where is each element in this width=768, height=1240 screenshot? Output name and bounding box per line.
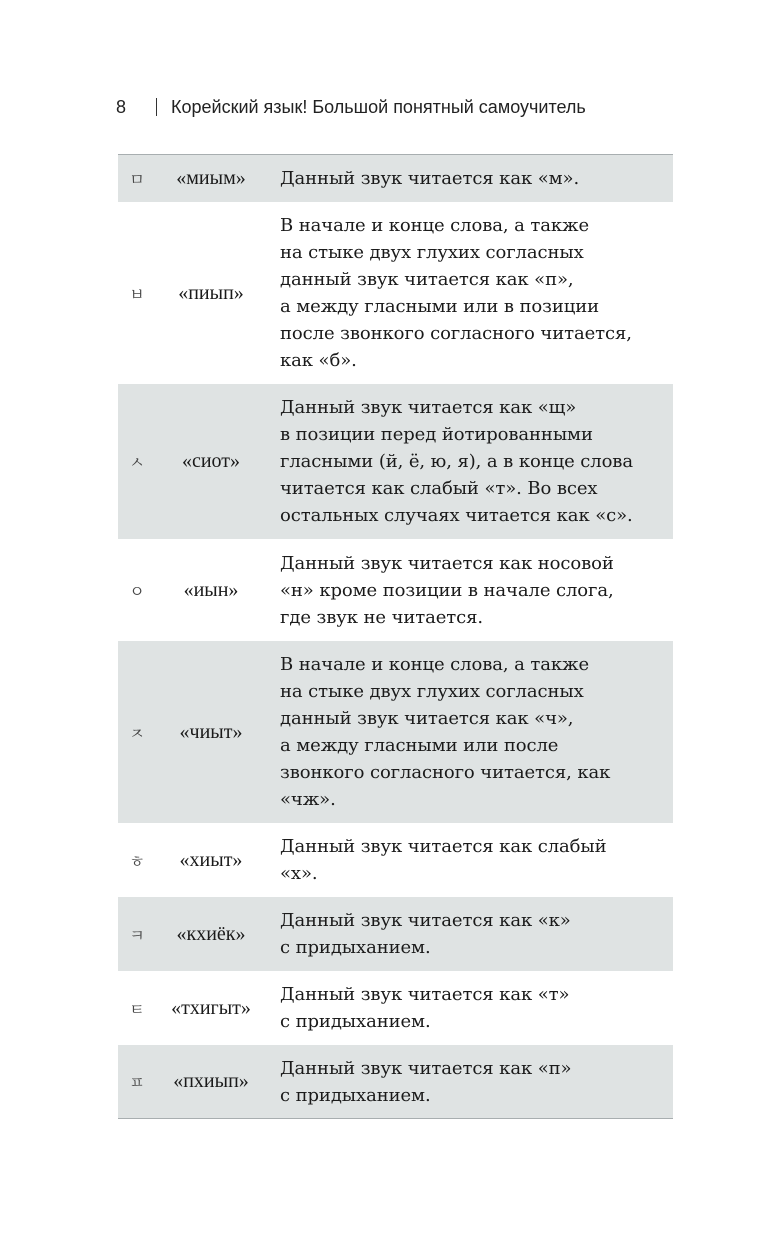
pronunciation-description: Данный звук читается как «щ» в позиции перед йотированными гласными (й, ё, ю, я), а в конце слова читается как слабый «т». Во всех остальных случаях читается как «с». bbox=[280, 397, 633, 526]
pronunciation-description: Данный звук читается как носовой «н» кроме позиции в начале слога, где звук не читается. bbox=[280, 552, 614, 628]
letter-name: «пхиып» bbox=[173, 1070, 249, 1092]
table-row bbox=[118, 1045, 673, 1118]
table-row bbox=[118, 823, 673, 897]
table-row bbox=[118, 539, 673, 641]
page-number: 8 bbox=[116, 96, 127, 117]
hangul-letter: ㅅ bbox=[129, 453, 145, 472]
letter-name: «кхиёк» bbox=[176, 922, 246, 945]
book-title: Корейский язык! Большой понятный самоучитель bbox=[171, 96, 586, 117]
hangul-letter: ㅁ bbox=[129, 170, 145, 189]
pronunciation-description: Данный звук читается как «п» с придыханием. bbox=[280, 1057, 572, 1106]
letter-name: «сиот» bbox=[181, 450, 241, 472]
hangul-letter: ㅋ bbox=[129, 925, 145, 945]
table-row bbox=[118, 897, 673, 971]
pronunciation-description: В начале и конце слова, а также на стыке двух глухих согласных данный звук читается как «ч», а между гласными или после звонкого согласного читается, как «чж». bbox=[280, 654, 611, 810]
hangul-letter: ㅍ bbox=[129, 1073, 145, 1092]
hangul-letter: ㅌ bbox=[129, 999, 145, 1019]
hangul-letter: ㅂ bbox=[129, 284, 145, 304]
pronunciation-description: Данный звук читается как «м». bbox=[280, 168, 580, 189]
table-row bbox=[118, 641, 673, 823]
table-row bbox=[118, 384, 673, 539]
letter-name: «пиып» bbox=[178, 281, 244, 304]
table-row bbox=[118, 971, 673, 1045]
letter-name: «миым» bbox=[176, 167, 246, 189]
table-row bbox=[118, 155, 673, 202]
hangul-letter: ㅎ bbox=[129, 851, 145, 871]
pronunciation-description: В начале и конце слова, а также на стыке двух глухих согласных данный звук читается как «п», а между гласными или в позиции после звонкого согласного читается, как «б». bbox=[280, 215, 632, 371]
consonant-table bbox=[118, 154, 673, 1119]
pronunciation-description: Данный звук читается как «к» с придыханием. bbox=[280, 910, 571, 958]
letter-name: «тхигыт» bbox=[171, 996, 251, 1019]
table-row bbox=[118, 202, 673, 384]
pronunciation-description: Данный звук читается как «т» с придыханием. bbox=[280, 984, 570, 1032]
letter-name: «хиыт» bbox=[179, 848, 243, 871]
running-header bbox=[116, 92, 586, 122]
hangul-letter: ㅇ bbox=[129, 581, 145, 601]
pronunciation-description: Данный звук читается как слабый «х». bbox=[280, 836, 607, 884]
header-separator bbox=[156, 98, 157, 116]
letter-name: «чиыт» bbox=[179, 720, 243, 743]
hangul-letter: ㅈ bbox=[129, 723, 145, 743]
letter-name: «иын» bbox=[183, 578, 239, 601]
